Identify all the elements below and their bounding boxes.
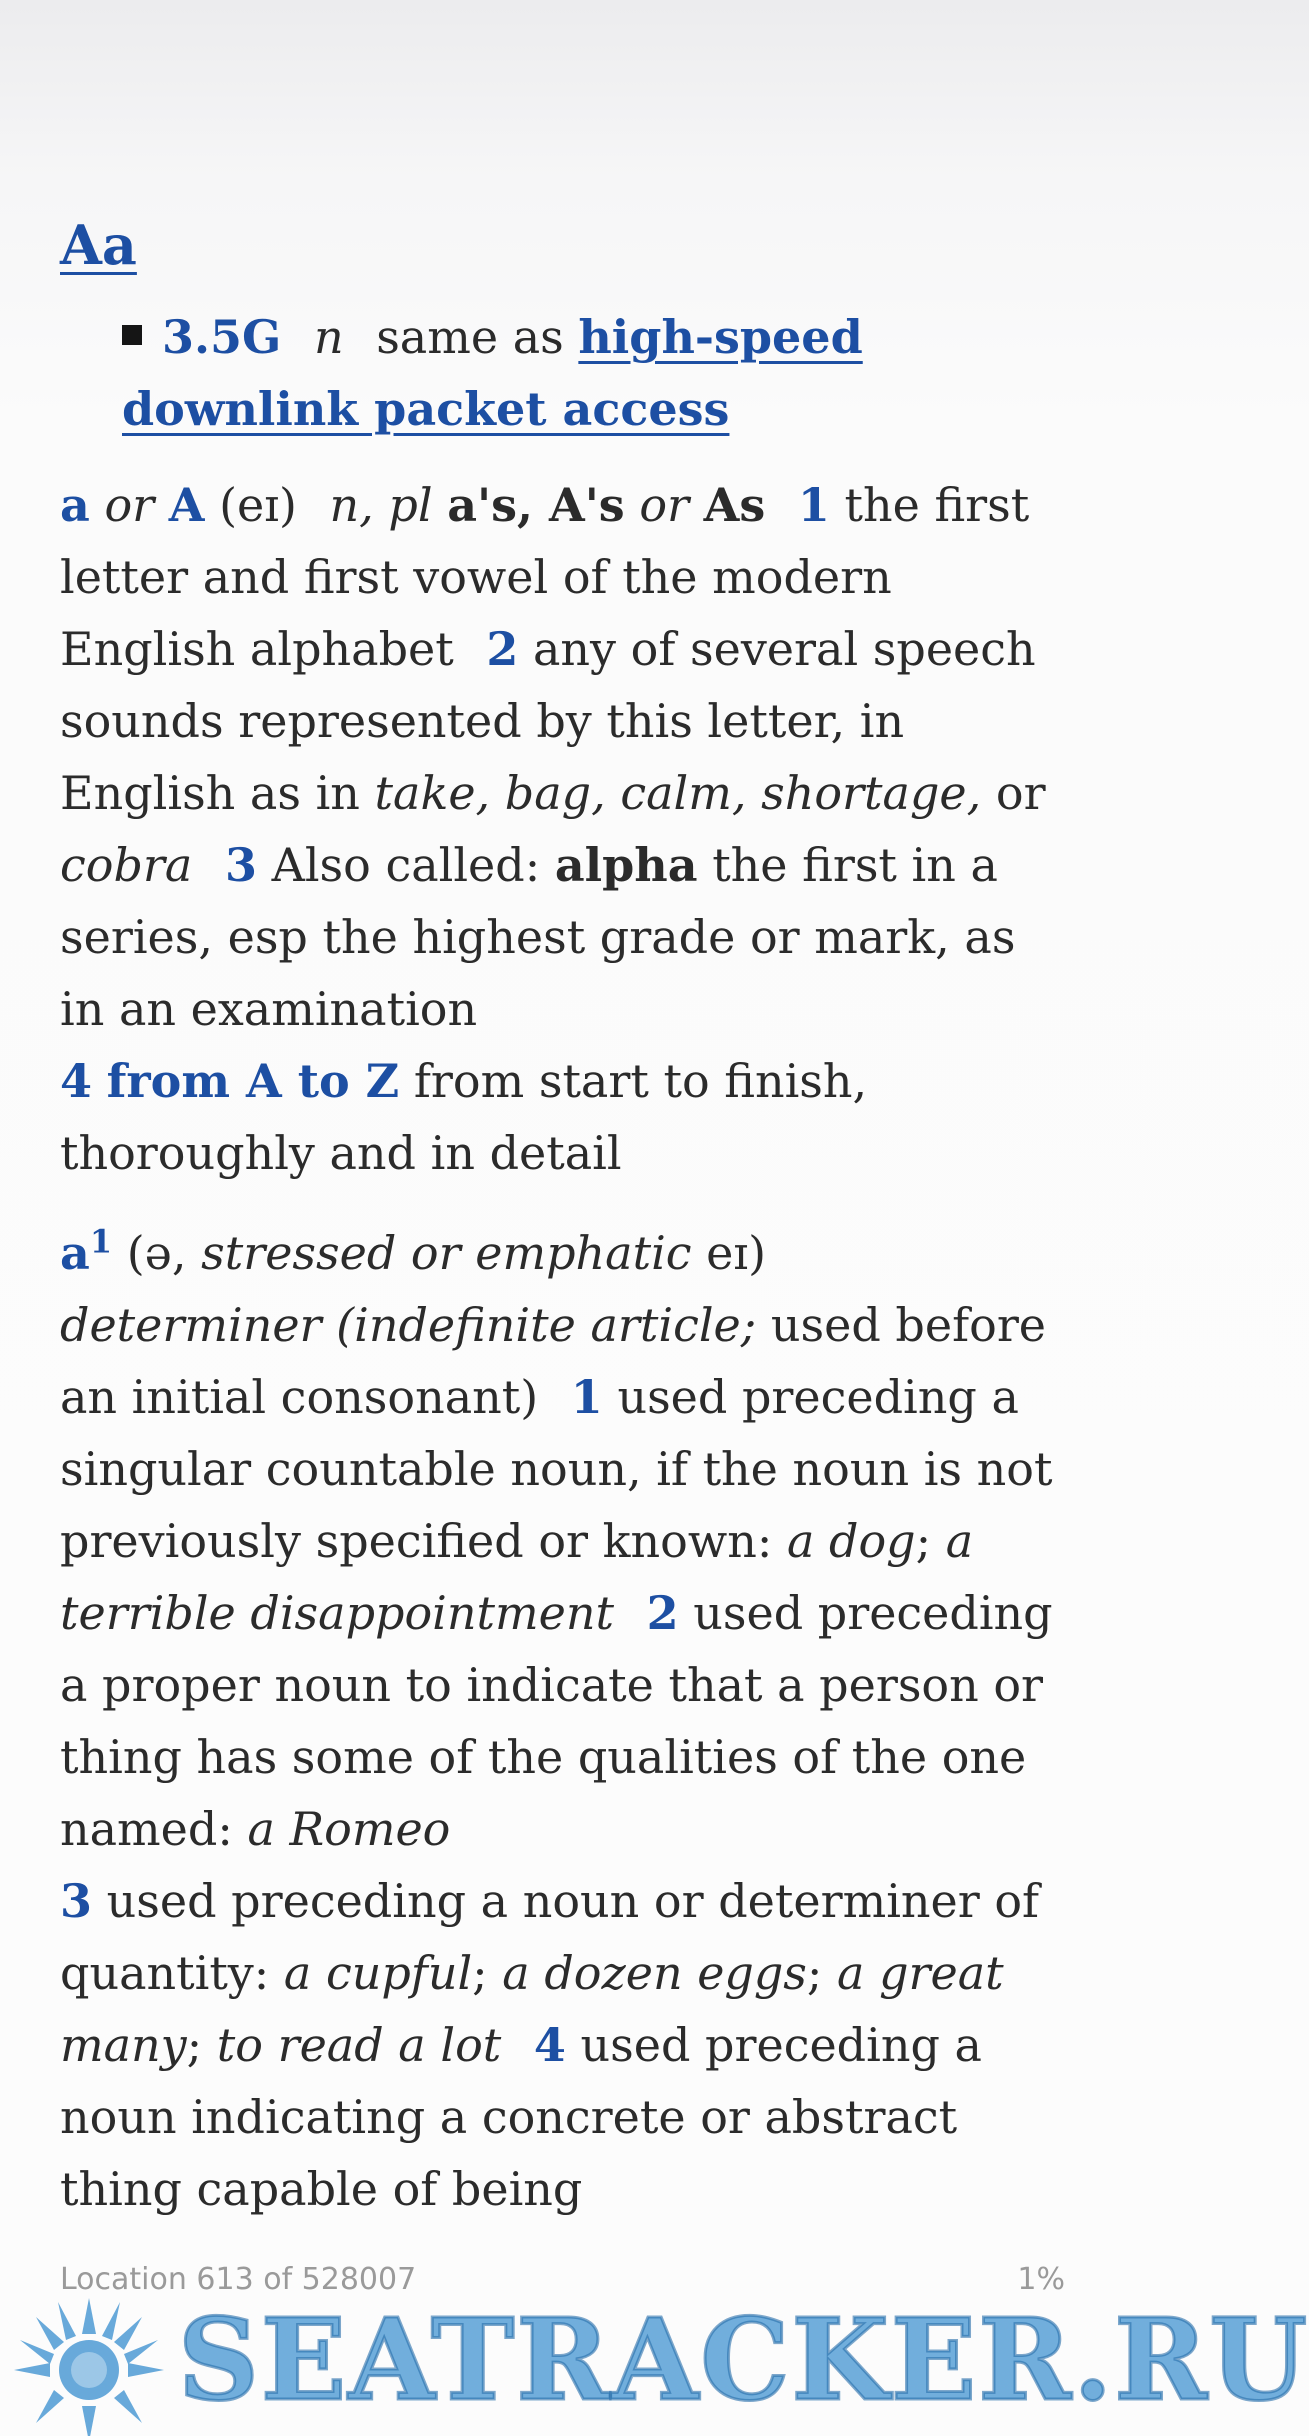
definition: used preceding a noun or determiner of quantity: xyxy=(60,1874,1040,2000)
bullet-square-icon xyxy=(122,325,142,345)
subentry-link-1[interactable]: high-speed xyxy=(578,310,863,364)
reader-page xyxy=(60,210,1060,2253)
section-title-link[interactable]: Aa xyxy=(60,213,137,277)
sense-number: 4 xyxy=(60,1054,93,1108)
subentry-pos: n xyxy=(313,310,344,364)
headword: a xyxy=(60,478,90,532)
definition: used preceding a proper noun to indicate that a person or thing has some of the qualities of the one named: xyxy=(60,1586,1053,1856)
alternate-term: alpha xyxy=(554,838,698,892)
subentry-3-5g xyxy=(122,301,1060,445)
sense-number: 4 xyxy=(533,2018,566,2072)
definition: used preceding a noun indicating a concrete or abstract thing capable of being xyxy=(60,2018,982,2216)
example: a dozen eggs xyxy=(502,1946,807,2000)
part-of-speech: n, xyxy=(329,478,374,532)
sense-number: 2 xyxy=(486,622,519,676)
subentry-text: same as xyxy=(376,310,564,364)
sense-number: 3 xyxy=(60,1874,93,1928)
example: a dog xyxy=(786,1514,916,1568)
example: a terrible disappointment xyxy=(60,1514,974,1640)
subentry-link-2[interactable]: downlink packet access xyxy=(122,382,730,436)
sun-logo-icon xyxy=(6,2290,172,2436)
pronunciation: (eɪ) xyxy=(219,478,297,532)
sense-number: 3 xyxy=(224,838,257,892)
location-indicator[interactable]: Location 613 of 528007 xyxy=(60,2262,417,2297)
section-heading[interactable] xyxy=(60,210,1060,281)
connector: or xyxy=(639,478,690,532)
definition: the first letter and first vowel of the modern English alphabet xyxy=(60,478,1030,676)
definition: the first in a series, esp the highest grade or mark, as in an examination xyxy=(60,838,1016,1036)
watermark xyxy=(0,2290,1309,2436)
dictionary-entry-a xyxy=(60,469,1060,1189)
example: take, bag, calm, shortage, xyxy=(374,766,982,820)
sense-number: 2 xyxy=(646,1586,679,1640)
pronunciation-open: (ə, xyxy=(126,1226,187,1280)
watermark-text: SEATRACKER.RU xyxy=(178,2295,1309,2426)
pronunciation-close: eɪ) xyxy=(706,1226,767,1280)
definition: any of several speech sounds represented by this letter, in English as in xyxy=(60,622,1036,820)
connector: or xyxy=(995,766,1046,820)
plural-label: pl xyxy=(388,478,433,532)
plural-forms: a's, A's xyxy=(447,478,625,532)
sense-number: 1 xyxy=(570,1370,603,1424)
headword xyxy=(60,1222,113,1280)
part-of-speech: determiner (indefinite article; xyxy=(60,1298,757,1352)
subentry-headword: 3.5G xyxy=(162,310,282,364)
plural-alt: As xyxy=(703,478,766,532)
homograph-number: 1 xyxy=(89,1222,113,1261)
example: to read a lot xyxy=(216,2018,502,2072)
dictionary-entry-a1: $a^1$ (ə, stressed or emphatic eɪ) determiner (indefinite article; used before an initial consonant) 1 used preceding a singular countable noun, if the noun is not previously specified or known: a dog; a terrible disappointment 2 used preceding a proper noun to indicate that a person or thing has some of the qualities of the one named: a Romeo 3 used preceding a noun or determiner of quantity: a cupful; a dozen eggs; a great many; to read a lot 4 used preceding a noun indicating a concrete or abstract thing capable of being xyxy=(60,1222,1053,2216)
progress-percent: 1% xyxy=(1017,2262,1065,2297)
definition: used preceding a singular countable noun, if the noun is not previously specified or known: xyxy=(60,1370,1053,1568)
example: a great many xyxy=(60,1946,1004,2072)
connector: or xyxy=(104,478,155,532)
definition: from start to finish, thoroughly and in detail xyxy=(60,1054,868,1180)
headword-text: a xyxy=(60,1226,90,1280)
definition: Also called: xyxy=(271,838,541,892)
headword-variant: A xyxy=(168,478,205,532)
sense-number: 1 xyxy=(797,478,830,532)
pos-note: used before an initial consonant) xyxy=(60,1298,1047,1424)
example: cobra xyxy=(60,838,193,892)
example: a cupful xyxy=(283,1946,473,2000)
example: a Romeo xyxy=(247,1802,451,1856)
phrase: from A to Z xyxy=(106,1054,400,1108)
pronunciation-note: stressed or emphatic xyxy=(201,1226,692,1280)
